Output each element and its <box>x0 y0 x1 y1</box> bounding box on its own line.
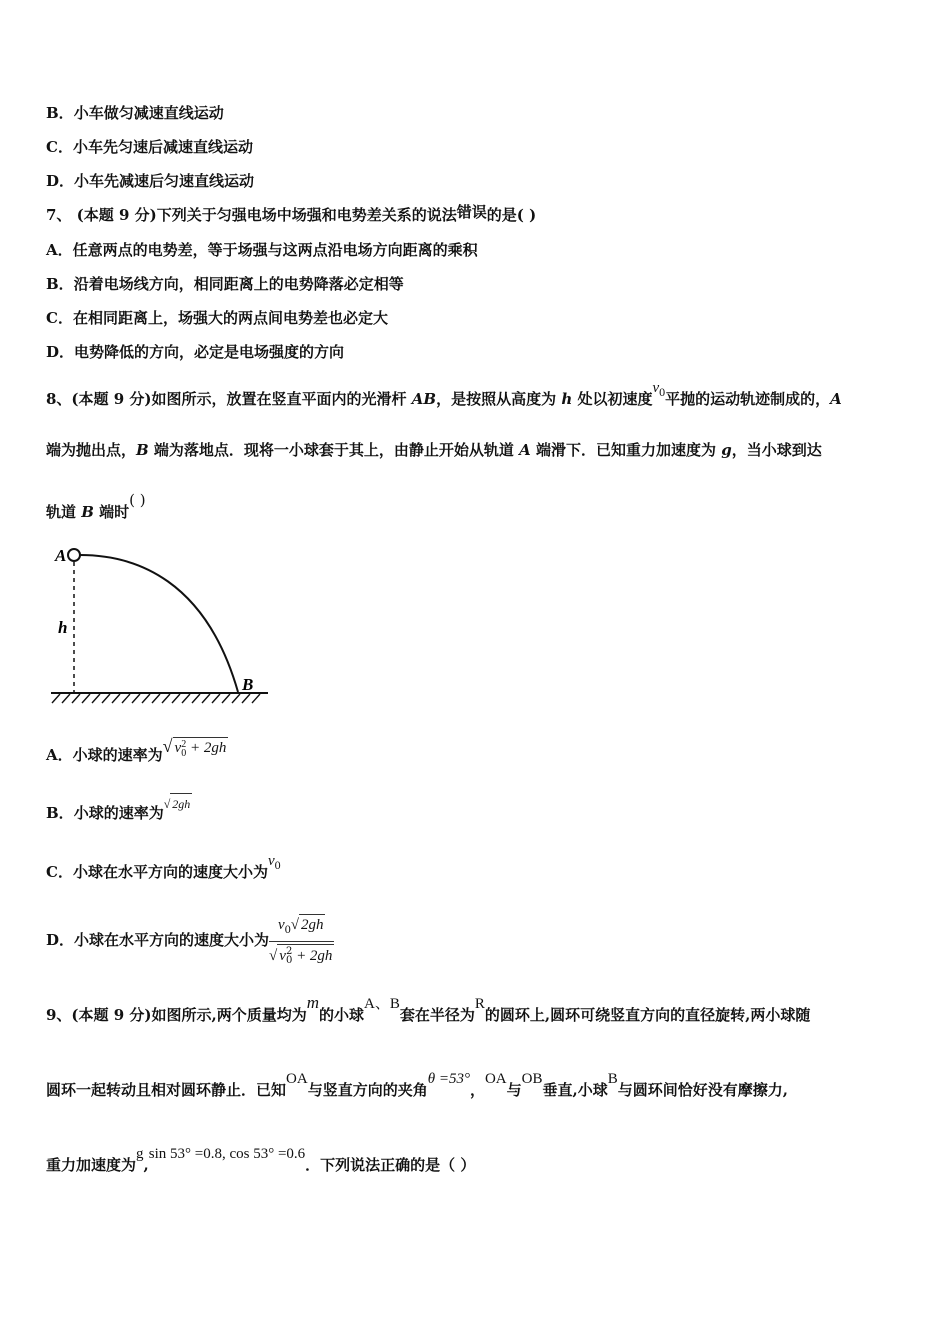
q8-trajectory-figure <box>46 540 276 710</box>
ground-hatch <box>52 694 260 703</box>
q8-stem-line3 <box>46 491 146 522</box>
v0-math <box>652 378 666 399</box>
q7-option-c <box>46 308 388 328</box>
sqrt-sign: √ <box>269 948 278 964</box>
answer-paren: ( ) <box>129 491 146 509</box>
option-label: B． <box>46 104 74 122</box>
var-v: v <box>279 948 286 964</box>
text: 垂直,小球 <box>542 1081 608 1099</box>
option-text: 小车做匀减速直线运动 <box>73 104 224 122</box>
sqrt-sign: √ <box>290 917 299 933</box>
sqrt-sign: √ <box>162 736 173 756</box>
var-r: R <box>474 996 485 1012</box>
label-a: A <box>55 546 67 565</box>
q7-option-b <box>46 274 404 294</box>
var-v: v <box>278 917 285 933</box>
numerator <box>269 914 334 942</box>
text: 与圆环间恰好没有摩擦力, <box>617 1081 788 1099</box>
text: 平抛的运动轨迹制成的， <box>665 390 831 408</box>
text: 套在半径为 <box>399 1006 475 1024</box>
var-ob: OB <box>521 1071 543 1087</box>
sub-0: 0 <box>285 955 293 966</box>
text: , <box>143 1156 149 1174</box>
q6-option-c <box>46 137 253 157</box>
text: ．下列说法正确的是（ ） <box>305 1156 476 1174</box>
option-text: 电势降低的方向，必定是电场强度的方向 <box>74 343 345 361</box>
sqrt-content <box>277 944 334 966</box>
ball-icon <box>68 549 80 561</box>
q9-stem-line1 <box>46 993 811 1026</box>
text: 重力加速度为 <box>46 1156 137 1174</box>
text: ，当小球到达 <box>731 441 822 459</box>
text: 端为落地点．现将一小球套于其上，由静止开始从轨道 <box>148 441 520 459</box>
label-b: B <box>242 675 254 694</box>
q6-option-d <box>46 171 254 191</box>
var-m: m <box>306 993 320 1012</box>
sqrt-content: 2gh <box>170 793 192 814</box>
q7-stem-text: 7、 (本题 9 分)下列关于匀强电场中场强和电势差关系的说法 <box>46 206 457 224</box>
option-label: D． <box>46 172 75 190</box>
text: 与竖直方向的夹角 <box>307 1081 428 1099</box>
trig-values: sin 53° =0.8, cos 53° =0.6 <box>148 1146 306 1162</box>
q8-option-b <box>46 797 192 824</box>
option-label: B． <box>46 804 74 822</box>
option-text: 小球在水平方向的速度大小为 <box>72 863 268 881</box>
text: 端为抛出点， <box>46 441 137 459</box>
option-label: C． <box>46 138 73 156</box>
text: 的圆环上,圆环可绕竖直方向的直径旋转,两小球随 <box>484 1006 811 1024</box>
var-ab: AB <box>411 390 437 408</box>
term-2gh: + 2gh <box>186 740 227 756</box>
option-label: C． <box>46 309 73 327</box>
option-text: 小球的速率为 <box>73 804 164 822</box>
q9-stem-line2 <box>46 1071 788 1101</box>
option-label: D． <box>46 343 75 361</box>
sub-0: 0 <box>181 747 187 759</box>
option-text: 任意两点的电势差，等于场强与这两点沿电场方向距离的乘积 <box>72 241 478 259</box>
option-label: A． <box>46 746 73 764</box>
q7-stem <box>46 205 536 225</box>
sqrt-content: 2gh <box>299 914 326 935</box>
sub-0: 0 <box>659 385 666 399</box>
sub-0: 0 <box>284 922 291 936</box>
option-label: D． <box>46 931 75 949</box>
q9-stem-line3 <box>46 1146 476 1176</box>
option-text: 在相同距离上，场强大的两点间电势差也必定大 <box>72 309 388 327</box>
text: 圆环一起转动且相对圆环静止．已知 <box>46 1081 287 1099</box>
var-oa: OA <box>286 1071 308 1087</box>
sqrt-sign: √ <box>163 797 171 811</box>
denominator <box>269 942 334 966</box>
var-ab: A、B <box>364 996 400 1012</box>
var-b: B <box>607 1071 618 1087</box>
q6-option-b <box>46 103 224 123</box>
q8-stem-line2 <box>46 440 822 460</box>
var-v: v <box>652 380 660 396</box>
v0-math <box>267 851 281 872</box>
text: 处以初速度 <box>572 390 653 408</box>
option-label: B． <box>46 275 74 293</box>
var-a: A <box>519 441 531 459</box>
sup-2: 2 <box>181 738 187 750</box>
option-text: 沿着电场线方向，相同距离上的电势降落必定相等 <box>73 275 404 293</box>
option-text: 小车先减速后匀速直线运动 <box>74 172 255 190</box>
text: 与 <box>506 1081 522 1099</box>
var-b: B <box>136 441 149 459</box>
fraction <box>269 914 334 966</box>
sqrt-content <box>173 737 229 758</box>
sup-2: 2 <box>285 946 293 957</box>
label-h: h <box>58 618 68 637</box>
option-text: 小球的速率为 <box>72 746 163 764</box>
var-h: h <box>561 390 573 408</box>
text: 8、(本题 9 分)如图所示，放置在竖直平面内的光滑杆 <box>46 390 412 408</box>
theta-expr: θ =53° <box>427 1071 470 1087</box>
text: 端滑下．已知重力加速度为 <box>530 441 722 459</box>
text: 的小球 <box>319 1006 365 1024</box>
var-v: v <box>174 740 182 756</box>
var-oa: OA <box>484 1071 507 1087</box>
trajectory-curve <box>80 555 238 692</box>
q7-option-a <box>46 240 478 260</box>
var-a: A <box>830 390 842 408</box>
q7-stem-emph: 错误 <box>456 203 487 221</box>
var-v: v <box>267 853 275 869</box>
q7-option-d <box>46 342 344 362</box>
option-label: C． <box>46 863 73 881</box>
option-label: A． <box>46 241 73 259</box>
q8-stem-line1 <box>46 380 842 414</box>
q7-stem-end: 的是( ) <box>486 206 537 224</box>
term-2gh: + 2gh <box>292 948 333 964</box>
text: ， <box>469 1081 485 1099</box>
var-b: B <box>81 503 94 521</box>
text: 9、(本题 9 分)如图所示,两个质量均为 <box>46 1006 307 1024</box>
text: 端时 <box>93 503 130 521</box>
option-text: 小车先匀速后减速直线运动 <box>72 138 253 156</box>
q8-option-a <box>46 736 228 766</box>
text: ，是按照从高度为 <box>436 390 562 408</box>
option-text: 小球在水平方向的速度大小为 <box>74 931 270 949</box>
text: 轨道 <box>46 503 82 521</box>
var-g: g <box>136 1146 144 1162</box>
var-g: g <box>721 441 732 459</box>
sub-0: 0 <box>274 858 281 872</box>
q8-option-d <box>46 912 334 968</box>
q8-option-c <box>46 853 281 887</box>
